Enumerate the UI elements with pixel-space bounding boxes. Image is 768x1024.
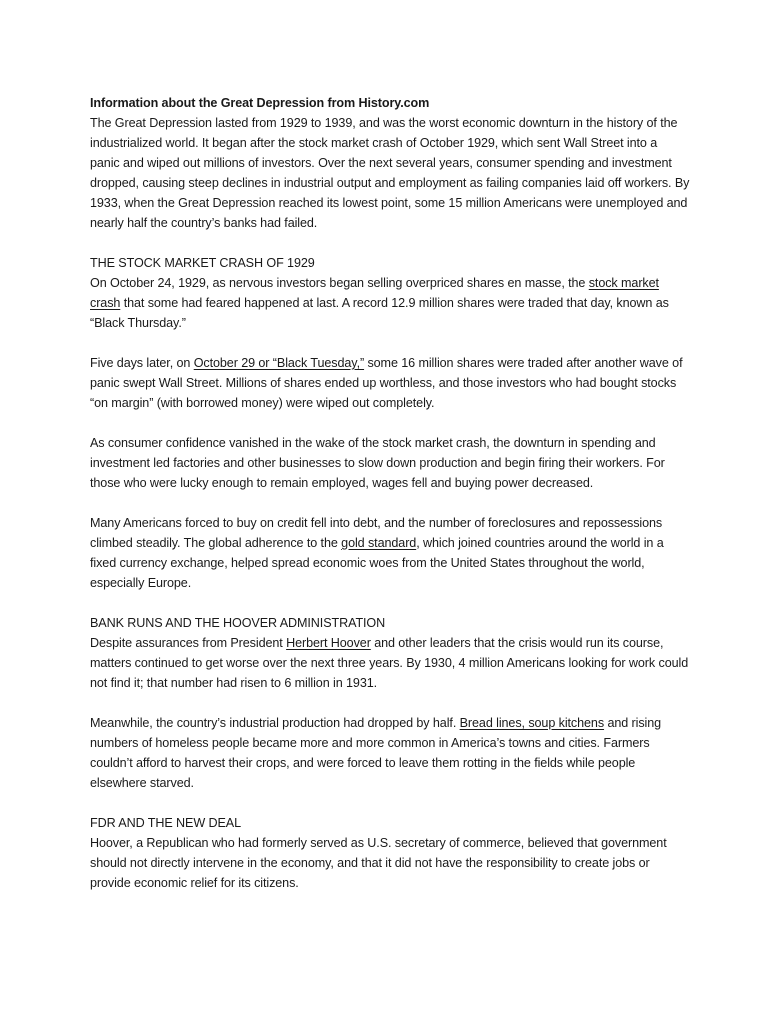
- document-page: [90, 93, 690, 913]
- intro-paragraph: The Great Depression lasted from 1929 to 1939, and was the worst economic downturn in the history of the industrialized world. It began after the stock market crash of October 1929, which sent Wall Street into a panic and wiped out millions of investors. Over the next several years, consumer spending and investment dropped, causing steep declines in industrial output and employment as failing companies laid off workers. By 1933, when the Great Depression reached its lowest point, some 15 million Americans were unemployed and nearly half the country’s banks had failed.: [90, 116, 690, 230]
- bank-paragraph-1-text-a: Despite assurances from President: [90, 636, 287, 650]
- fdr-section: [90, 813, 690, 893]
- stock-market-crash-link[interactable]: stock market crash: [90, 276, 659, 310]
- crash-paragraph-1-text-b: that some had feared happened at last. A record 12.9 million shares were traded that day, known as “Black Thursday.”: [90, 296, 669, 330]
- fdr-paragraph-1: Hoover, a Republican who had formerly served as U.S. secretary of commerce, believed that government should not directly intervene in the economy, and that it did not have the responsibility to create jobs or provide economic relief for its citizens.: [90, 836, 667, 890]
- bank-paragraph-2: [90, 713, 690, 793]
- document-title: Information about the Great Depression from History.com: [90, 96, 430, 110]
- fdr-heading: FDR AND THE NEW DEAL: [90, 816, 242, 830]
- crash-paragraph-4: [90, 513, 690, 593]
- bank-paragraph-1-text-b: and other leaders that the crisis would run its course, matters continued to get worse over the next three years. By 1930, 4 million Americans looking for work could not find it; that number had risen to 6 million in 1931.: [90, 636, 689, 690]
- crash-paragraph-4-text-b: , which joined countries around the world in a fixed currency exchange, helped spread economic woes from the United States throughout the world, especially Europe.: [90, 536, 664, 590]
- bank-paragraph-2-text-a: Meanwhile, the country’s industrial production had dropped by half.: [90, 716, 460, 730]
- crash-paragraph-4-text-a: Many Americans forced to buy on credit fell into debt, and the number of foreclosures and repossessions climbed steadily. The global adherence to the: [90, 516, 663, 550]
- black-tuesday-link[interactable]: October 29 or “Black Tuesday,”: [193, 356, 365, 370]
- herbert-hoover-link[interactable]: Herbert Hoover: [286, 636, 371, 650]
- intro-section: [90, 93, 690, 233]
- crash-paragraph-2-text-b: some 16 million shares were traded after another wave of panic swept Wall Street. Millions of shares ended up worthless, and those investors who had bought stocks “on margin” (with borrowed money) were wiped out completely.: [90, 356, 683, 410]
- crash-paragraph-1-text-a: On October 24, 1929, as nervous investors began selling overpriced shares en masse, the: [90, 276, 589, 290]
- bread-lines-link[interactable]: Bread lines, soup kitchens: [459, 716, 605, 730]
- crash-paragraph-3: As consumer confidence vanished in the wake of the stock market crash, the downturn in spending and investment led factories and other businesses to slow down production and begin firing their workers. For those who were lucky enough to remain employed, wages fell and buying power decreased.: [90, 436, 665, 490]
- bank-heading: BANK RUNS AND THE HOOVER ADMINISTRATION: [90, 616, 386, 630]
- crash-paragraph-2: [90, 353, 690, 413]
- bank-section-first: [90, 613, 690, 693]
- crash-heading: THE STOCK MARKET CRASH OF 1929: [90, 256, 315, 270]
- crash-paragraph-2-text-a: Five days later, on: [90, 356, 194, 370]
- crash-section-first: [90, 253, 690, 333]
- bank-paragraph-2-text-b: and rising numbers of homeless people became more and more common in America’s towns and cities. Farmers couldn’t afford to harvest their crops, and were forced to leave them rotting in the fields while people elsewhere starved.: [90, 716, 662, 790]
- gold-standard-link[interactable]: gold standard: [341, 536, 417, 550]
